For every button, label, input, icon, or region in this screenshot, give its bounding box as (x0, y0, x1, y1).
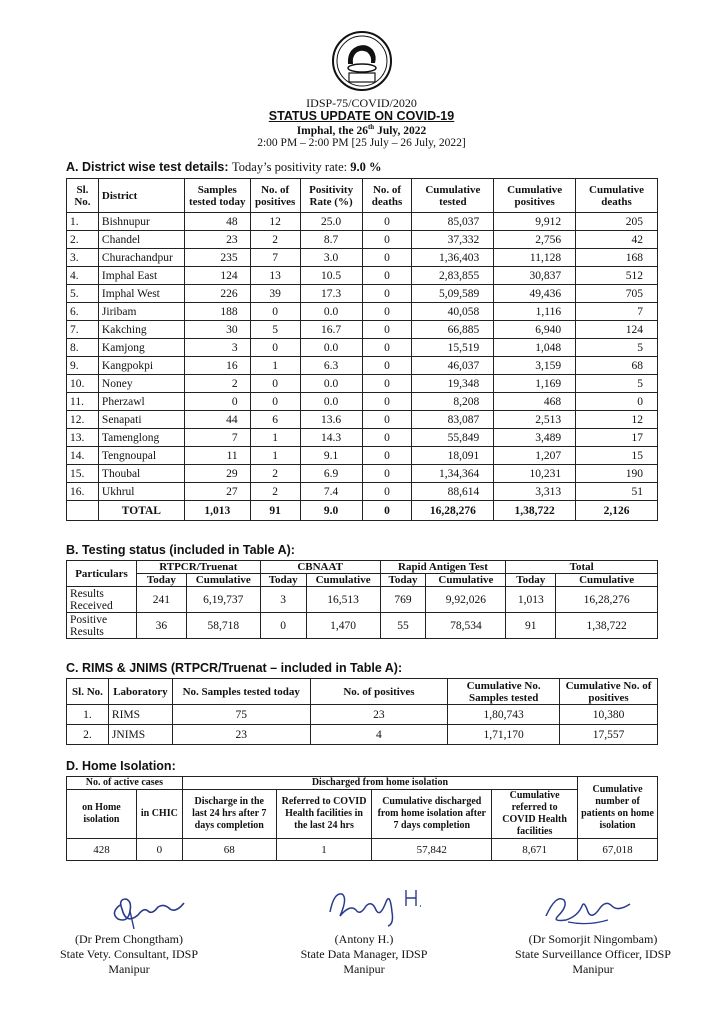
cell-deaths: 0 (362, 285, 412, 303)
cell-positivity-rate: 6.3 (300, 357, 362, 375)
cell-positives: 2 (250, 483, 300, 501)
table-row (67, 839, 658, 861)
referred-24hrs-value: 1 (276, 839, 372, 861)
cell-deaths: 0 (362, 429, 412, 447)
cell-cumulative-tested: 46,037 (412, 357, 494, 375)
cell-cumulative-tested: 8,208 (412, 393, 494, 411)
cell-positivity-rate: 6.9 (300, 465, 362, 483)
cell-sl-no: 12. (67, 411, 99, 429)
cell-positives: 0 (250, 303, 300, 321)
cell-samples-today: 226 (184, 285, 250, 303)
testing-status-table (66, 560, 658, 639)
cell-samples-today: 188 (184, 303, 250, 321)
cell-cumulative-tested: 19,348 (412, 375, 494, 393)
cell-sl-no: 2. (67, 231, 99, 249)
district-test-table (66, 178, 658, 521)
cell-cumulative-samples: 1,80,743 (448, 705, 560, 725)
cell-positivity-rate: 14.3 (300, 429, 362, 447)
cell-laboratory: JNIMS (108, 725, 172, 745)
cell-deaths: 0 (362, 483, 412, 501)
signature-antony-h (320, 882, 430, 927)
col-cumulative-tested: Cumulative tested (412, 179, 494, 213)
cell-samples-today: 75 (172, 705, 310, 725)
cell-sl-no: 3. (67, 249, 99, 267)
cell-positivity-rate: 9.1 (300, 447, 362, 465)
col-samples-today: No. Samples tested today (172, 679, 310, 705)
signatory-name: (Dr Prem Chongtham) (75, 932, 183, 946)
cell-positives: 7 (250, 249, 300, 267)
cell-cumulative-tested: 2,83,855 (412, 267, 494, 285)
cell-positives: 1 (250, 447, 300, 465)
cell-samples-today: 27 (184, 483, 250, 501)
cell-laboratory: RIMS (108, 705, 172, 725)
cell-cumulative-tested: 66,885 (412, 321, 494, 339)
cell-positives: 12 (250, 213, 300, 231)
cell-cumulative-deaths: 15 (576, 447, 658, 465)
cell-sl-no: 11. (67, 393, 99, 411)
place-date: Imphal, the 26th July, 2022 (296, 123, 427, 137)
table-row (67, 411, 658, 429)
signatory-place: Manipur (572, 962, 614, 976)
signatory-title: State Vety. Consultant, IDSP (59, 947, 198, 961)
col-positives: No. of positives (250, 179, 300, 213)
cell-positives: 2 (250, 231, 300, 249)
total-cumulative-tested: 16,28,276 (412, 501, 494, 521)
cell-value: 1,470 (306, 613, 380, 639)
cell-value: 16,28,276 (556, 587, 658, 613)
total-row (67, 501, 658, 521)
cell-value: 58,718 (186, 613, 260, 639)
table-row (67, 465, 658, 483)
row-label: Positive Results (67, 613, 137, 639)
signatory-place: Manipur (343, 962, 385, 976)
table-row (67, 303, 658, 321)
cell-cumulative-deaths: 42 (576, 231, 658, 249)
cell-cumulative-deaths: 512 (576, 267, 658, 285)
cell-cumulative-deaths: 68 (576, 357, 658, 375)
manipur-emblem-icon (331, 30, 393, 92)
cell-samples-today: 2 (184, 375, 250, 393)
cell-cumulative-tested: 5,09,589 (412, 285, 494, 303)
document-title: STATUS UPDATE ON COVID-19 (268, 109, 455, 123)
cell-cumulative-deaths: 190 (576, 465, 658, 483)
cell-samples-today: 235 (184, 249, 250, 267)
sub-cumulative: Cumulative (426, 574, 506, 587)
cell-positives: 0 (250, 339, 300, 357)
table-row (67, 375, 658, 393)
signatory-title: State Surveillance Officer, IDSP (515, 947, 671, 961)
cell-positivity-rate: 13.6 (300, 411, 362, 429)
cell-positivity-rate: 7.4 (300, 483, 362, 501)
cell-cumulative-positives: 3,489 (494, 429, 576, 447)
table-row (67, 725, 658, 745)
cell-district: Noney (98, 375, 184, 393)
col-positivity-rate: Positivity Rate (%) (300, 179, 362, 213)
discharge-24hrs-header: Discharge in the last 24 hrs after 7 days completion (182, 790, 276, 839)
col-sl-no: Sl. No. (67, 179, 99, 213)
cell-district: Churachandpur (98, 249, 184, 267)
table-row (67, 321, 658, 339)
cell-sl-no: 8. (67, 339, 99, 357)
cell-value: 36 (136, 613, 186, 639)
cell-deaths: 0 (362, 303, 412, 321)
cell-samples-today: 3 (184, 339, 250, 357)
group-cbnaat: CBNAAT (260, 561, 380, 574)
cumulative-referred-header: Cumulative referred to COVID Health facilities (492, 790, 578, 839)
total-samples-today: 1,013 (184, 501, 250, 521)
cell-sl-no: 6. (67, 303, 99, 321)
total-deaths: 0 (362, 501, 412, 521)
cell-cumulative-positives: 1,116 (494, 303, 576, 321)
table-row (67, 285, 658, 303)
cell-sl-no: 14. (67, 447, 99, 465)
cell-cumulative-samples: 1,71,170 (448, 725, 560, 745)
cell-cumulative-deaths: 51 (576, 483, 658, 501)
cell-sl-no: 13. (67, 429, 99, 447)
total-cumulative-positives: 1,38,722 (494, 501, 576, 521)
sub-today: Today (380, 574, 426, 587)
cell-positives: 4 (310, 725, 448, 745)
cell-cumulative-tested: 85,037 (412, 213, 494, 231)
table-row (67, 267, 658, 285)
row-label: Results Received (67, 587, 137, 613)
reporting-window: 2:00 PM – 2:00 PM [25 July – 26 July, 2022] (257, 137, 466, 149)
cell-sl-no: 16. (67, 483, 99, 501)
signature-somorjit-ningombam (538, 886, 638, 931)
cell-cumulative-positives: 10,231 (494, 465, 576, 483)
cell-cumulative-deaths: 5 (576, 375, 658, 393)
cell-value: 241 (136, 587, 186, 613)
cell-samples-today: 7 (184, 429, 250, 447)
cell-positives: 1 (250, 357, 300, 375)
cumulative-referred-value: 8,671 (492, 839, 578, 861)
cell-cumulative-tested: 1,36,403 (412, 249, 494, 267)
cell-cumulative-positives: 49,436 (494, 285, 576, 303)
cell-district: Kamjong (98, 339, 184, 357)
home-isolation-table (66, 776, 658, 861)
col-positives: No. of positives (310, 679, 448, 705)
cell-district: Tamenglong (98, 429, 184, 447)
cell-value: 16,513 (306, 587, 380, 613)
cell-district: Senapati (98, 411, 184, 429)
cell-cumulative-positives: 9,912 (494, 213, 576, 231)
cell-deaths: 0 (362, 231, 412, 249)
table-row (67, 339, 658, 357)
cell-cumulative-deaths: 705 (576, 285, 658, 303)
cell-positivity-rate: 3.0 (300, 249, 362, 267)
total-positivity-rate: 9.0 (300, 501, 362, 521)
cell-value: 78,534 (426, 613, 506, 639)
cell-value: 1,38,722 (556, 613, 658, 639)
cell-positivity-rate: 10.5 (300, 267, 362, 285)
cell-district: Imphal West (98, 285, 184, 303)
table-row (67, 249, 658, 267)
cell-positives: 23 (310, 705, 448, 725)
cell-samples-today: 23 (172, 725, 310, 745)
cell-value: 6,19,737 (186, 587, 260, 613)
cell-district: Jiribam (98, 303, 184, 321)
cell-cumulative-positives: 2,756 (494, 231, 576, 249)
section-c-heading: C. RIMS & JNIMS (RTPCR/Truenat – included in Table A): (66, 661, 403, 675)
cell-sl-no: 9. (67, 357, 99, 375)
sub-cumulative: Cumulative (306, 574, 380, 587)
cell-cumulative-positives: 11,128 (494, 249, 576, 267)
cell-samples-today: 124 (184, 267, 250, 285)
cell-positivity-rate: 16.7 (300, 321, 362, 339)
group-rapid-antigen: Rapid Antigen Test (380, 561, 506, 574)
sub-today: Today (136, 574, 186, 587)
cell-deaths: 0 (362, 213, 412, 231)
sub-today: Today (260, 574, 306, 587)
discharged-header: Discharged from home isolation (182, 777, 577, 790)
col-laboratory: Laboratory (108, 679, 172, 705)
signature-prem-chongtham (100, 885, 190, 930)
cell-samples-today: 29 (184, 465, 250, 483)
sub-cumulative: Cumulative (186, 574, 260, 587)
cell-sl-no: 15. (67, 465, 99, 483)
cell-cumulative-deaths: 7 (576, 303, 658, 321)
cell-district: Pherzawl (98, 393, 184, 411)
cumulative-discharged-value: 57,842 (372, 839, 492, 861)
cell-positives: 6 (250, 411, 300, 429)
cumulative-home-header: Cumulative number of patients on home isolation (578, 777, 658, 839)
cell-cumulative-deaths: 124 (576, 321, 658, 339)
signatory-name: (Antony H.) (334, 932, 394, 946)
group-rtpcr: RTPCR/Truenat (136, 561, 260, 574)
table-row (67, 393, 658, 411)
cell-cumulative-tested: 40,058 (412, 303, 494, 321)
total-total-label: TOTAL (98, 501, 184, 521)
cell-district: Chandel (98, 231, 184, 249)
signatory-place: Manipur (108, 962, 150, 976)
col-cumulative-samples: Cumulative No. Samples tested (448, 679, 560, 705)
cell-value: 0 (260, 613, 306, 639)
cell-samples-today: 48 (184, 213, 250, 231)
on-home-isolation-header: on Home isolation (67, 790, 137, 839)
cell-sl-no: 5. (67, 285, 99, 303)
in-chic-header: in CHIC (136, 790, 182, 839)
cell-district: Imphal East (98, 267, 184, 285)
table-row (67, 587, 658, 613)
table-row (67, 429, 658, 447)
cell-cumulative-positives: 3,159 (494, 357, 576, 375)
cell-sl-no: 2. (67, 725, 109, 745)
particulars-header: Particulars (67, 561, 137, 587)
cell-positivity-rate: 8.7 (300, 231, 362, 249)
referred-24hrs-header: Referred to COVID Health facilities in the last 24 hrs (276, 790, 372, 839)
cell-cumulative-deaths: 0 (576, 393, 658, 411)
cell-cumulative-positives: 1,048 (494, 339, 576, 357)
signatory-title: State Data Manager, IDSP (300, 947, 428, 961)
cell-positives: 13 (250, 267, 300, 285)
rims-jnims-table (66, 678, 658, 745)
cell-positives: 0 (250, 393, 300, 411)
col-cumulative-deaths: Cumulative deaths (576, 179, 658, 213)
signatory-1 (29, 932, 229, 977)
cell-district: Tengnoupal (98, 447, 184, 465)
cell-cumulative-deaths: 205 (576, 213, 658, 231)
on-home-isolation-value: 428 (67, 839, 137, 861)
cell-cumulative-tested: 18,091 (412, 447, 494, 465)
document-ref: IDSP-75/COVID/2020 (306, 96, 417, 110)
cell-cumulative-positives: 30,837 (494, 267, 576, 285)
cell-positivity-rate: 17.3 (300, 285, 362, 303)
cell-district: Thoubal (98, 465, 184, 483)
cell-sl-no: 4. (67, 267, 99, 285)
cell-value: 91 (506, 613, 556, 639)
total-cumulative-deaths: 2,126 (576, 501, 658, 521)
cell-deaths: 0 (362, 267, 412, 285)
col-deaths: No. of deaths (362, 179, 412, 213)
cell-cumulative-positives: 468 (494, 393, 576, 411)
cell-cumulative-positives: 1,169 (494, 375, 576, 393)
cell-samples-today: 23 (184, 231, 250, 249)
cell-cumulative-positives: 1,207 (494, 447, 576, 465)
cell-deaths: 0 (362, 249, 412, 267)
signatory-3 (486, 932, 700, 977)
cell-samples-today: 30 (184, 321, 250, 339)
cell-samples-today: 16 (184, 357, 250, 375)
table-row (67, 483, 658, 501)
cell-deaths: 0 (362, 411, 412, 429)
cell-deaths: 0 (362, 339, 412, 357)
cell-sl-no: 1. (67, 213, 99, 231)
discharge-24hrs-value: 68 (182, 839, 276, 861)
total-positives: 91 (250, 501, 300, 521)
cell-cumulative-tested: 37,332 (412, 231, 494, 249)
cell-deaths: 0 (362, 393, 412, 411)
cell-value: 9,92,026 (426, 587, 506, 613)
cell-district: Kakching (98, 321, 184, 339)
cell-district: Ukhrul (98, 483, 184, 501)
col-sl-no: Sl. No. (67, 679, 109, 705)
cell-value: 55 (380, 613, 426, 639)
col-cumulative-positives: Cumulative positives (494, 179, 576, 213)
cell-samples-today: 11 (184, 447, 250, 465)
cell-cumulative-positives: 6,940 (494, 321, 576, 339)
cell-deaths: 0 (362, 357, 412, 375)
cell-cumulative-positives: 3,313 (494, 483, 576, 501)
in-chic-value: 0 (136, 839, 182, 861)
cell-positivity-rate: 0.0 (300, 339, 362, 357)
cell-positives: 5 (250, 321, 300, 339)
cell-positivity-rate: 25.0 (300, 213, 362, 231)
cell-positives: 39 (250, 285, 300, 303)
cell-cumulative-positives: 17,557 (560, 725, 658, 745)
table-row (67, 447, 658, 465)
section-b-heading: B. Testing status (included in Table A): (66, 543, 295, 557)
sub-cumulative: Cumulative (556, 574, 658, 587)
col-samples-today: Samples tested today (184, 179, 250, 213)
cell-sl-no: 10. (67, 375, 99, 393)
cell-cumulative-deaths: 5 (576, 339, 658, 357)
table-row (67, 213, 658, 231)
cell-cumulative-tested: 83,087 (412, 411, 494, 429)
cell-cumulative-tested: 1,34,364 (412, 465, 494, 483)
active-cases-header: No. of active cases (67, 777, 183, 790)
cell-cumulative-tested: 15,519 (412, 339, 494, 357)
col-cumulative-positives: Cumulative No. of positives (560, 679, 658, 705)
cell-positives: 0 (250, 375, 300, 393)
cell-positives: 1 (250, 429, 300, 447)
cumulative-home-value: 67,018 (578, 839, 658, 861)
cell-positivity-rate: 0.0 (300, 393, 362, 411)
cell-district: Bishnupur (98, 213, 184, 231)
cell-deaths: 0 (362, 465, 412, 483)
table-row (67, 613, 658, 639)
cell-sl-no: 7. (67, 321, 99, 339)
cell-cumulative-deaths: 17 (576, 429, 658, 447)
group-total: Total (506, 561, 658, 574)
col-district: District (98, 179, 184, 213)
cell-cumulative-deaths: 12 (576, 411, 658, 429)
cell-cumulative-deaths: 168 (576, 249, 658, 267)
cell-samples-today: 44 (184, 411, 250, 429)
table-row (67, 705, 658, 725)
cell-positives: 2 (250, 465, 300, 483)
cell-cumulative-positives: 2,513 (494, 411, 576, 429)
section-d-heading: D. Home Isolation: (66, 759, 176, 773)
cell-deaths: 0 (362, 375, 412, 393)
cell-samples-today: 0 (184, 393, 250, 411)
sub-today: Today (506, 574, 556, 587)
section-a-heading: A. District wise test details: Today’s positivity rate: 9.0 % (66, 160, 382, 174)
cell-cumulative-tested: 55,849 (412, 429, 494, 447)
cell-deaths: 0 (362, 321, 412, 339)
cell-cumulative-positives: 10,380 (560, 705, 658, 725)
signatory-2 (264, 932, 464, 977)
cell-positivity-rate: 0.0 (300, 375, 362, 393)
cell-value: 3 (260, 587, 306, 613)
cell-value: 769 (380, 587, 426, 613)
cell-value: 1,013 (506, 587, 556, 613)
table-row (67, 231, 658, 249)
cell-sl-no: 1. (67, 705, 109, 725)
cumulative-discharged-header: Cumulative discharged from home isolation after 7 days completion (372, 790, 492, 839)
cell-blank (67, 501, 99, 521)
table-row (67, 357, 658, 375)
cell-positivity-rate: 0.0 (300, 303, 362, 321)
signatory-name: (Dr Somorjit Ningombam) (528, 932, 658, 946)
cell-cumulative-tested: 88,614 (412, 483, 494, 501)
cell-deaths: 0 (362, 447, 412, 465)
cell-district: Kangpokpi (98, 357, 184, 375)
